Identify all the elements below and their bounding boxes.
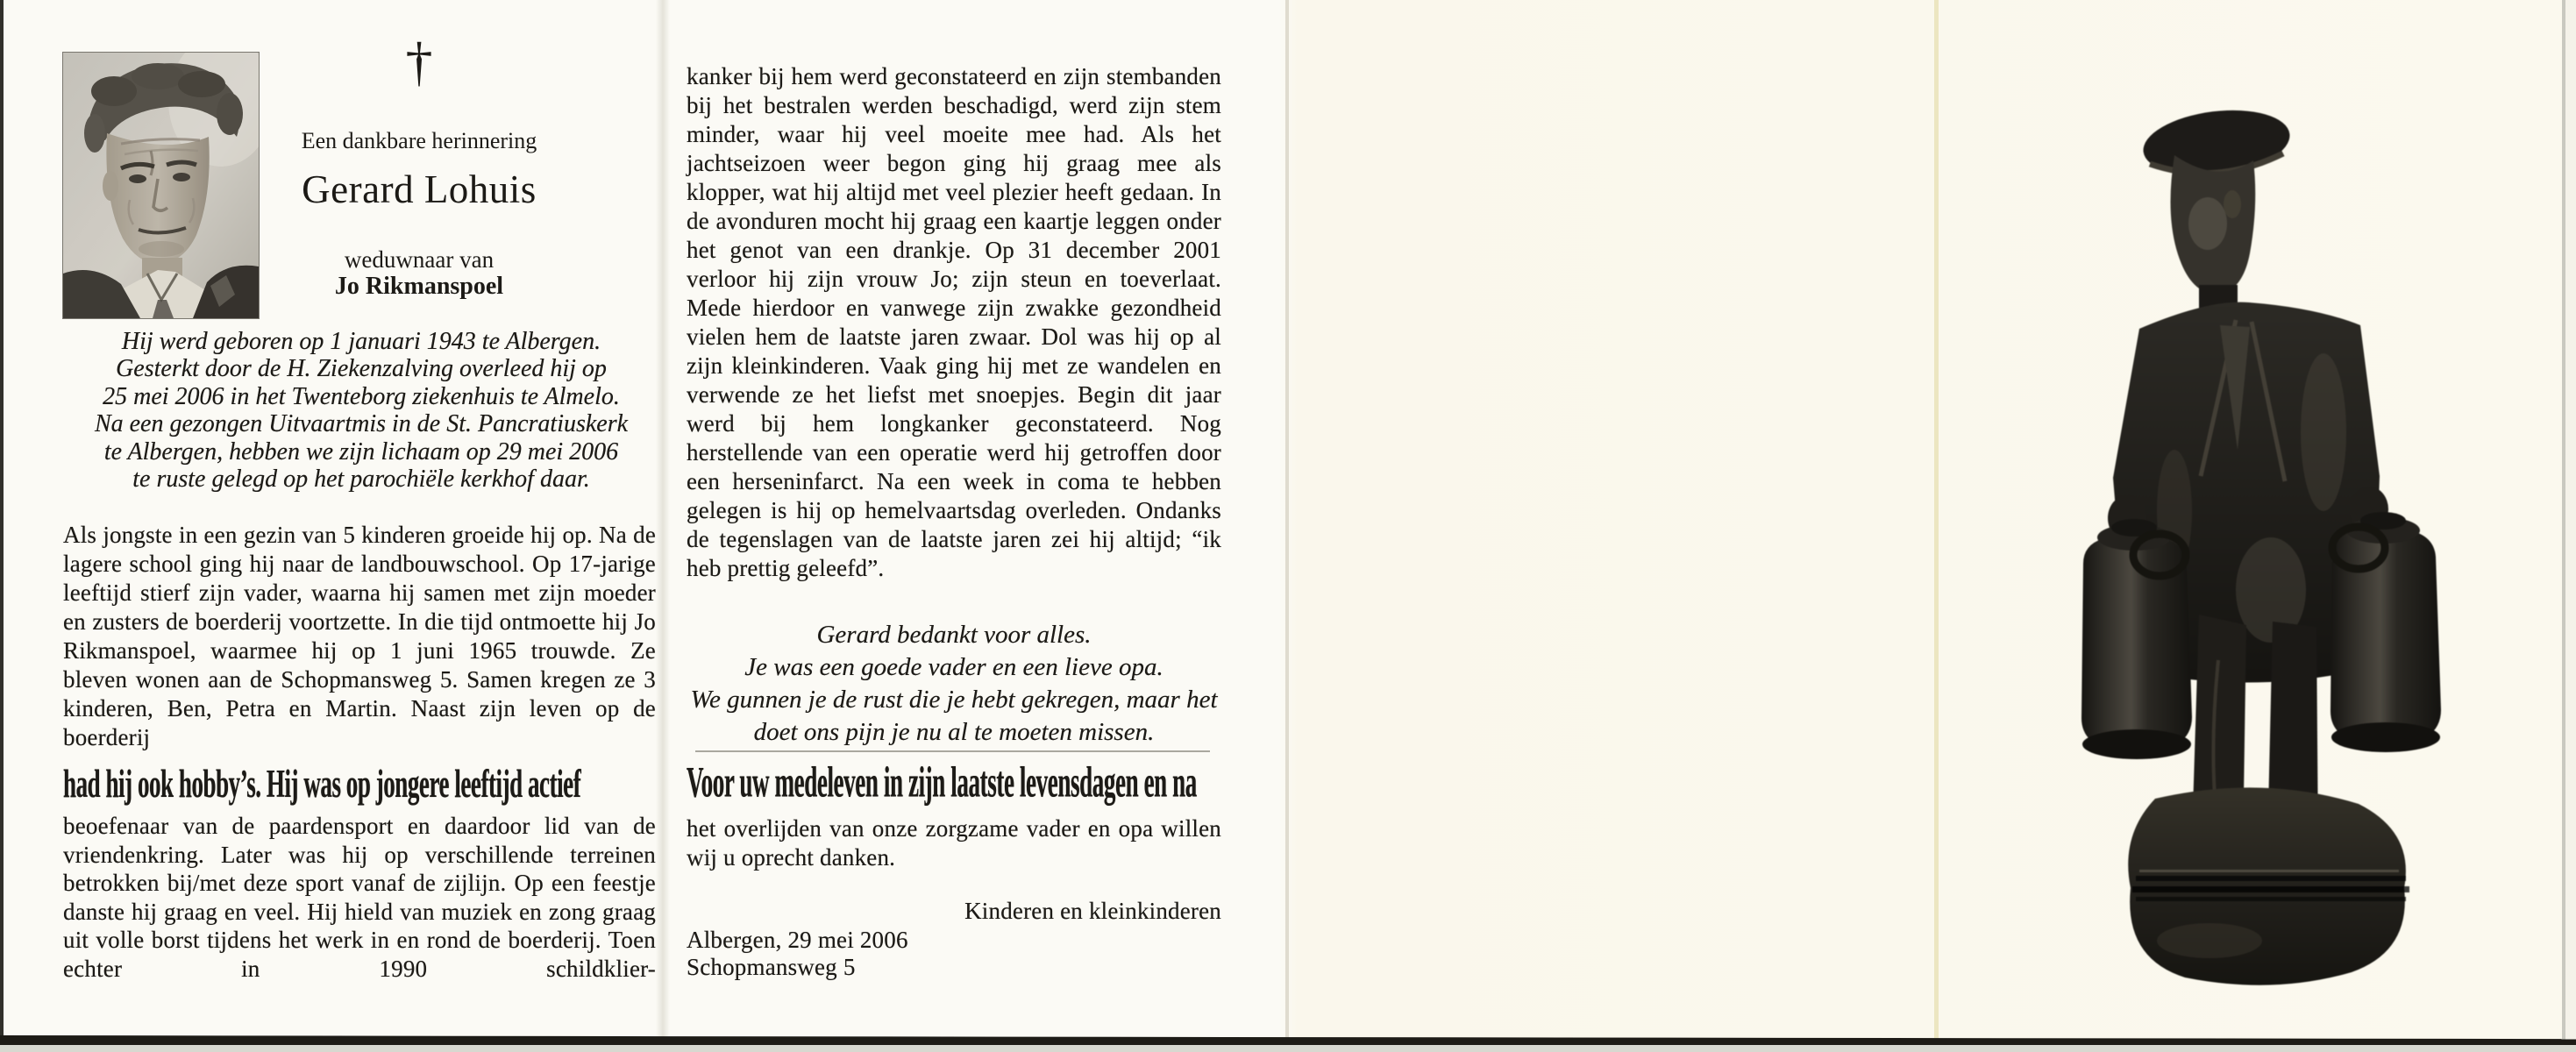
tribute-block (687, 619, 1221, 749)
tribute-line: doet ons pijn je nu al te moeten missen. (753, 718, 1155, 746)
page-margin-right (2565, 0, 2576, 1052)
relation-text: weduwnaar van (344, 246, 495, 273)
thanks-text: het overlijden van onze zorgzame vader en opa willen wij u oprecht danken. (687, 815, 1221, 871)
bio-condensed-line: had hij ook hobby’s. Hij was op jongere leeftijd actief (63, 763, 581, 807)
place-date: Albergen, 29 mei 2006 (687, 927, 908, 953)
cross-icon: † (405, 32, 433, 92)
scan-edge-left (0, 0, 4, 1052)
right-panel (1289, 0, 2576, 1052)
intro-text: Een dankbare herinnering (301, 128, 537, 153)
obituary-block (70, 328, 652, 493)
obituary-line: te ruste gelegd op het parochiële kerkhof daar. (132, 466, 590, 494)
tribute-line: Je was een goede vader en een lieve opa. (744, 653, 1163, 681)
obituary-line: Gesterkt door de H. Ziekenzalving overleed hij op (116, 355, 607, 383)
obituary-line: te Albergen, hebben we zijn lichaam op 29 mei 2006 (103, 437, 619, 466)
signature-text: Kinderen en kleinkinderen (964, 898, 1221, 924)
divider-line (695, 750, 1210, 752)
fold-line-middle (1285, 0, 1289, 1052)
bio-paragraph-3: kanker bij hem werd geconstateerd en zijn stembanden bij het bestralen werden beschadigd, werd zijn stem minder, waar hij veel moeite mee had. Als het jachtseizoen weer begon ging hij graag mee als klopper, wat hij altijd met veel plezier heeft gedaan. In de avonduren mocht hij graag een kaartje leggen onder het genot van een drankje. Op 31 december 2001 verloor hij zijn vrouw Jo; zijn steun en toeverlaat. Mede hierdoor en vanwege zijn zwakke gezondheid vielen hem de laatste jaren zwaar. Dol was hij op al zijn kleinkinderen. Vaak ging hij met ze wandelen en verwende ze het liefst met snoepjes. Begin dit jaar werd bij hem longkanker geconstateerd. Nog herstellende van een operatie werd hij getroffen door een herseninfarct. Na een week in coma te hebben gelegen is hij op hemelvaartsdag overleden. Ondanks de tegenslagen van de laatste jaren zei hij altijd; “ik heb prettig geleefd”. (687, 63, 1221, 581)
left-panel (0, 0, 666, 1052)
tribute-line: Gerard bedankt voor alles. (816, 621, 1092, 649)
statue-photo (2069, 99, 2455, 993)
address: Schopmansweg 5 (687, 954, 856, 980)
tribute-line: We gunnen je de rust die je hebt gekregen, maar het (690, 686, 1218, 714)
bio-paragraph-1: Als jongste in een gezin van 5 kinderen groeide hij op. Na de lagere school ging hij naar de landbouwschool. Op 17-jarige leeftijd stierf zijn vader, waarna hij samen met zijn moeder en zusters de boerderij voortzette. In die tijd ontmoette hij Jo Rikmanspoel, waarmee hij op 1 juni 1965 trouwde. Ze bleven wonen aan de Schopmansweg 5. Samen kregen ze 3 kinderen, Ben, Petra en Martin. Naast zijn leven op de boerderij (63, 522, 656, 750)
portrait-photo (63, 53, 259, 318)
middle-panel (666, 0, 1289, 1052)
obituary-line: 25 mei 2006 in het Twenteborg ziekenhuis te Almelo. (103, 382, 620, 410)
fold-line-left (656, 0, 670, 1052)
thanks-heading: Voor uw medeleven in zijn laatste levensdagen en na (687, 759, 1197, 807)
spouse-name: Jo Rikmanspoel (334, 273, 504, 300)
deceased-name: Gerard Lohuis (302, 167, 537, 211)
bio-paragraph-2: beoefenaar van de paardensport en daardoor lid van de vriendenkring. Later was hij op verschillende terreinen betrokken bij/met deze sport vanaf de zijlijn. Op een feestje danste hij graag en veel. Hij hield van muziek en zong graag uit volle borst tijdens het werk in en rond de boerderij. Toen echter in 1990 schildklier- (63, 813, 656, 982)
scan-bed-bottom (0, 1045, 2576, 1052)
obituary-line: Hij werd geboren op 1 januari 1943 te Albergen. (121, 328, 601, 355)
obituary-line: Na een gezongen Uitvaartmis in de St. Pancratiuskerk (94, 410, 629, 438)
fold-crease-right (1934, 0, 1939, 1052)
